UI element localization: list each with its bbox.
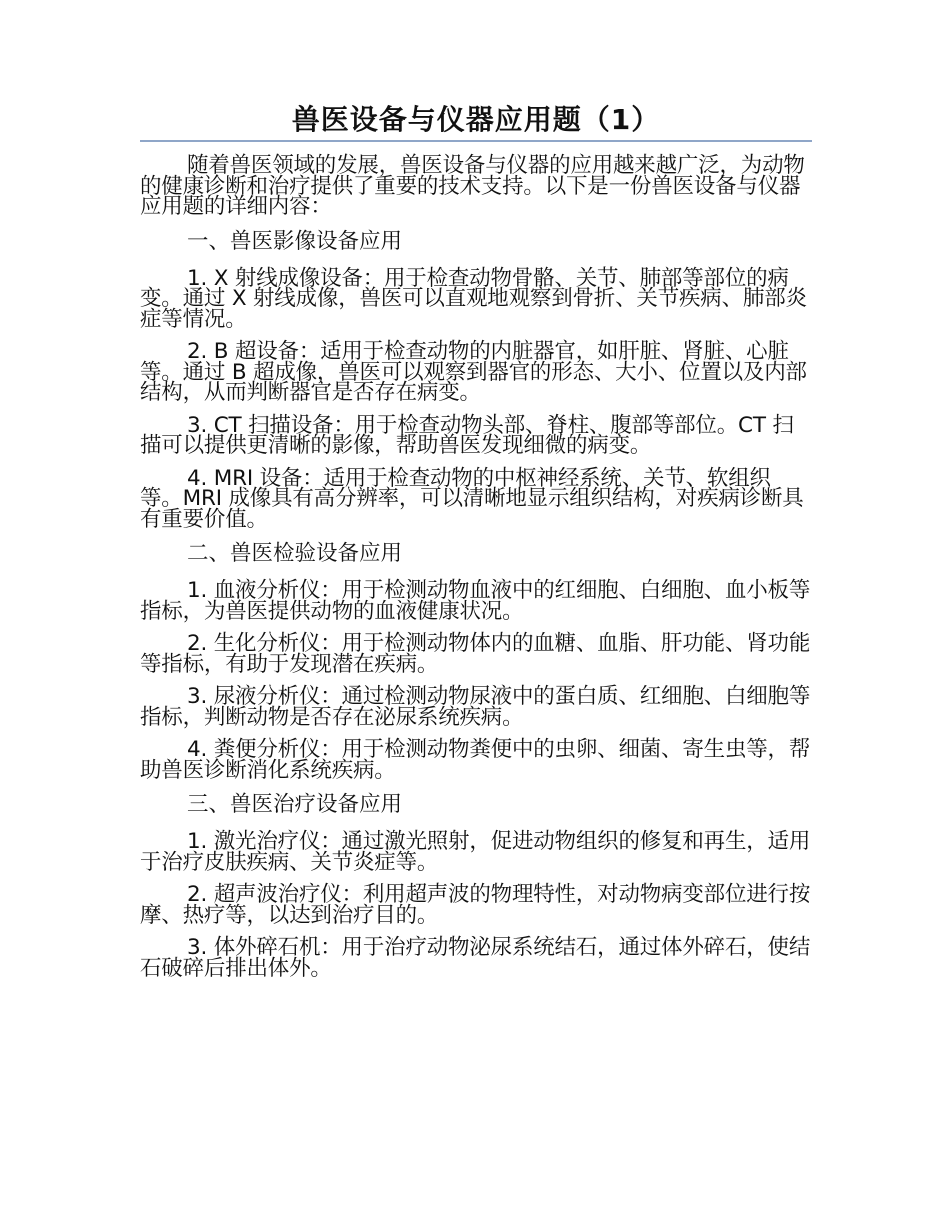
list-item: 3. 尿液分析仪：通过检测动物尿液中的蛋白质、红细胞、白细胞等指标，判断动物是否存在泌尿系统疾病。 bbox=[140, 684, 811, 730]
list-item: 2. 生化分析仪：用于检测动物体内的血糖、血脂、肝功能、肾功能等指标，有助于发现潜在疾病。 bbox=[140, 631, 811, 677]
title-underline bbox=[140, 140, 812, 142]
list-item: 3. CT 扫描设备：用于检查动物头部、脊柱、腹部等部位。CT 扫描可以提供更清晰的影像，帮助兽医发现细微的病变。 bbox=[140, 412, 794, 458]
intro-paragraph: 随着兽医领域的发展，兽医设备与仪器的应用越来越广泛，为动物的健康诊断和治疗提供了重要的技术支持。以下是一份兽医设备与仪器应用题的详细内容： bbox=[140, 153, 805, 219]
list-item: 3. 体外碎石机：用于治疗动物泌尿系统结石，通过体外碎石，使结石破碎后排出体外。 bbox=[140, 935, 811, 981]
document-title: 兽医设备与仪器应用题（1） bbox=[291, 103, 661, 136]
list-item: 4. 粪便分析仪：用于检测动物粪便中的虫卵、细菌、寄生虫等，帮助兽医诊断消化系统疾病。 bbox=[140, 737, 811, 783]
list-item: 4. MRI 设备：适用于检查动物的中枢神经系统、关节、软组织等。MRI 成像具有高分辨率，可以清晰地显示组织结构，对疾病诊断具有重要价值。 bbox=[140, 465, 804, 532]
list-item: 1. 血液分析仪：用于检测动物血液中的红细胞、白细胞、血小板等指标，为兽医提供动物的血液健康状况。 bbox=[140, 578, 811, 624]
section-heading-imaging: 一、兽医影像设备应用 bbox=[187, 228, 403, 254]
list-item: 1. X 射线成像设备：用于检查动物骨骼、关节、肺部等部位的病变。通过 X 射线成像，兽医可以直观地观察到骨折、关节疾病、肺部炎症等情况。 bbox=[140, 265, 807, 332]
section-heading-lab: 二、兽医检验设备应用 bbox=[187, 541, 403, 566]
list-item: 1. 激光治疗仪：通过激光照射，促进动物组织的修复和再生，适用于治疗皮肤疾病、关节炎症等。 bbox=[140, 829, 811, 875]
list-item: 2. B 超设备：适用于检查动物的内脏器官，如肝脏、肾脏、心脏等。通过 B 超成像，兽医可以观察到器官的形态、大小、位置以及内部结构，从而判断器官是否存在病变。 bbox=[140, 339, 807, 405]
document-body bbox=[140, 100, 812, 991]
section-heading-treatment: 三、兽医治疗设备应用 bbox=[187, 792, 403, 817]
list-item: 2. 超声波治疗仪：利用超声波的物理特性，对动物病变部位进行按摩、热疗等，以达到治疗目的。 bbox=[140, 882, 811, 928]
